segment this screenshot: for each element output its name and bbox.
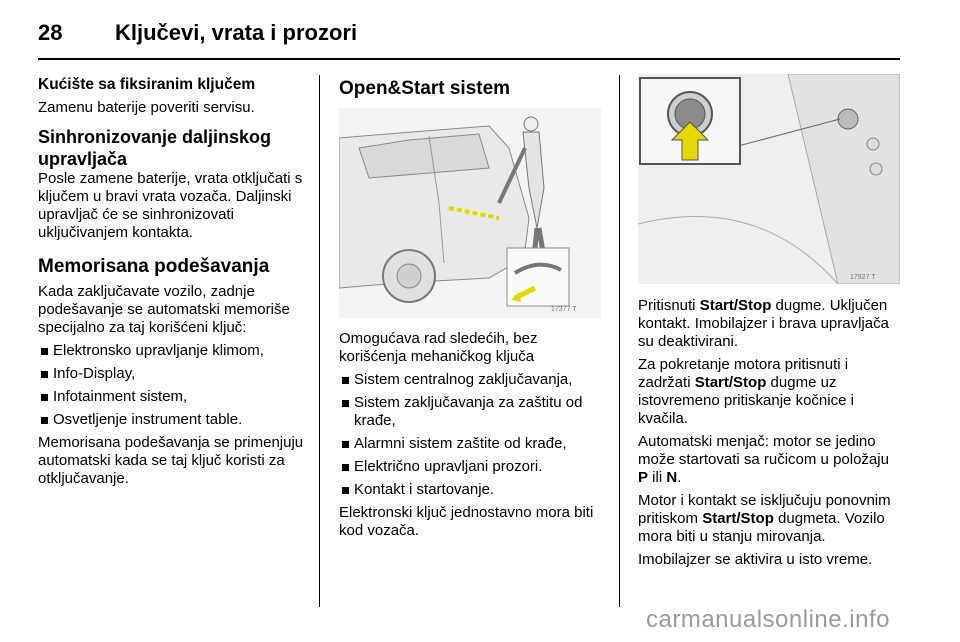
list-item: Alarmni sistem zaštite od krađe, xyxy=(339,435,607,453)
list-item: Električno upravljani prozori. xyxy=(339,458,607,476)
image-code: 17377 T xyxy=(551,306,577,313)
right-column-text xyxy=(638,297,902,574)
list-item: Kontakt i startovanje. xyxy=(339,481,607,499)
list-item: Elektronsko upravljanje klimom, xyxy=(38,342,306,360)
paragraph: Motor i kontakt se isključuju ponovnim pritiskom Start/Stop dugmeta. Vozilo mora biti u stanju mirovanja. xyxy=(638,492,891,545)
start-stop-illustration xyxy=(638,74,900,284)
middle-column xyxy=(339,78,607,105)
dashboard-illustration xyxy=(638,74,900,284)
paragraph: Omogućava rad sledećih, bez korišćenja mehaničkog ključa xyxy=(339,330,538,365)
paragraph: Pritisnuti Start/Stop dugme. Uključen kontakt. Imobilajzer i brava upravljača su deaktivirani. xyxy=(638,297,889,350)
car-door-illustration xyxy=(339,108,601,318)
memory-list xyxy=(38,342,306,429)
paragraph: Elektronski ključ jednostavno mora biti kod vozača. xyxy=(339,504,594,539)
paragraph: Posle zamene baterije, vrata otključati s ključem u bravi vrata vozača. Daljinski upravljač će se sinhronizovati uključivanjem kontakta. xyxy=(38,170,303,241)
page-title: Ključevi, vrata i prozori xyxy=(115,20,358,45)
paragraph: Automatski menjač: motor se jedino može startovati sa ručicom u položaju P ili N. xyxy=(638,433,889,486)
list-item: Osvetljenje instrument table. xyxy=(38,411,306,429)
column-divider-2 xyxy=(619,75,620,607)
paragraph: Memorisana podešavanja se primenjuju automatski kada se taj ključ koristi za otključavanje. xyxy=(38,434,304,487)
section-heading: Open&Start sistem xyxy=(339,78,511,99)
paragraph: Za pokretanje motora pritisnuti i zadržati Start/Stop dugme uz istovremeno pritiskanje kočnice i kvačila. xyxy=(638,356,854,427)
header-rule xyxy=(38,58,900,60)
page-header xyxy=(38,14,903,52)
image-code: 17927 T xyxy=(850,274,876,281)
open-start-list xyxy=(339,371,607,499)
open-start-illustration xyxy=(339,108,601,318)
watermark: carmanualsonline.info xyxy=(646,606,890,633)
list-item: Sistem zaključavanja za zaštitu od krađe, xyxy=(339,394,607,430)
paragraph: Zamenu baterije poveriti servisu. xyxy=(38,99,255,116)
left-column xyxy=(38,76,306,493)
list-item: Sistem centralnog zaključavanja, xyxy=(339,371,607,389)
middle-column-text xyxy=(339,330,607,545)
section-heading: Kućište sa fiksiranim ključem xyxy=(38,76,256,93)
page-number: 28 xyxy=(38,20,63,45)
section-heading: Memorisana podešavanja xyxy=(38,256,270,277)
list-item: Info-Display, xyxy=(38,365,306,383)
column-divider-1 xyxy=(319,75,320,607)
paragraph: Imobilajzer se aktivira u isto vreme. xyxy=(638,551,873,568)
paragraph: Kada zaključavate vozilo, zadnje podešavanje se automatski memoriše specijalno za taj korišćeni ključ: xyxy=(38,283,290,336)
list-item: Infotainment sistem, xyxy=(38,388,306,406)
section-heading: Sinhronizovanje daljinskog upravljača xyxy=(38,127,272,169)
